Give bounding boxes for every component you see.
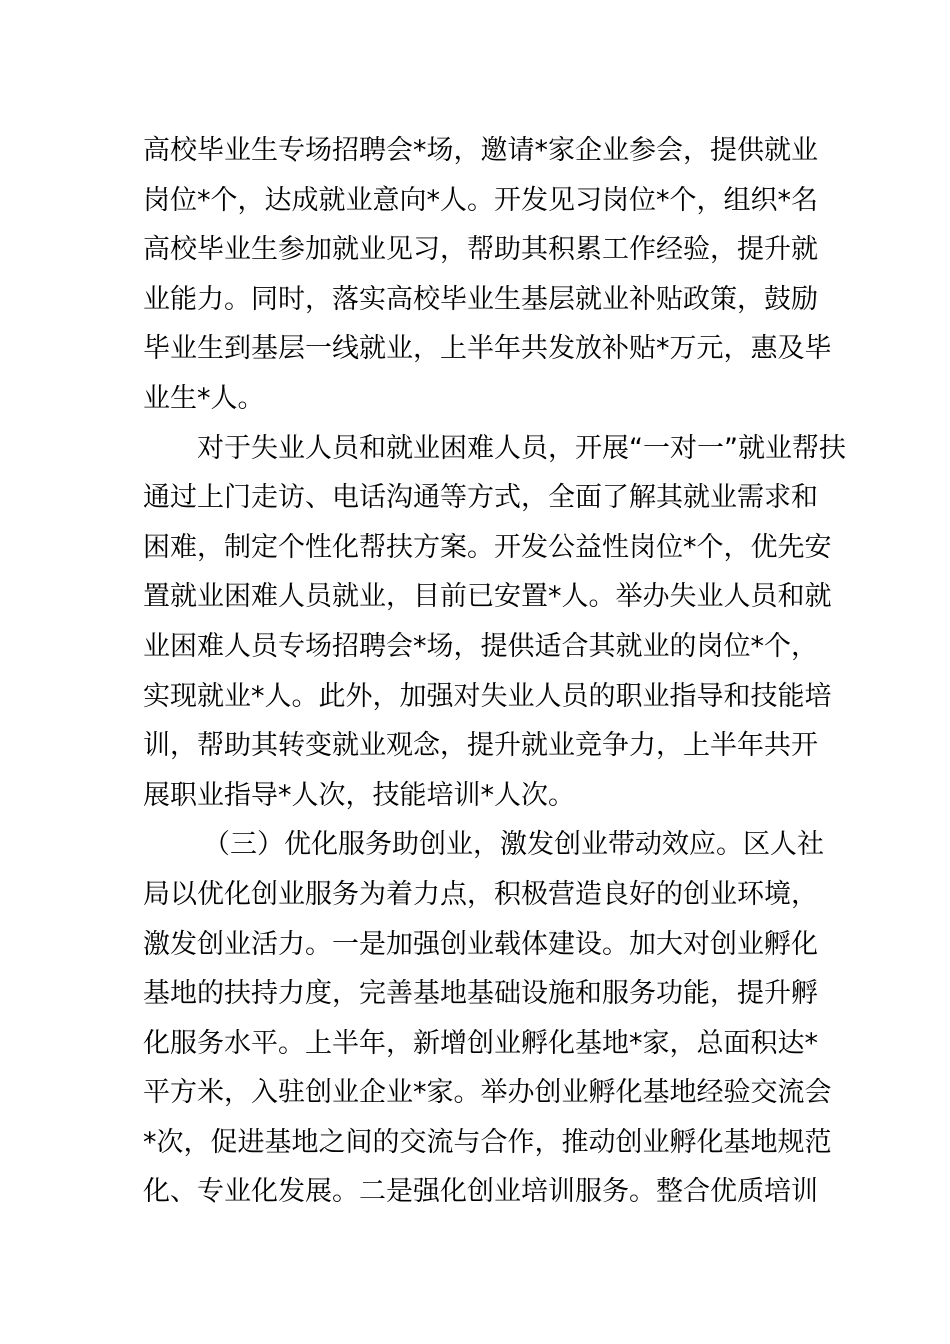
body-text — [143, 126, 846, 1217]
text-line: 业困难人员专场招聘会*场，提供适合其就业的岗位*个， — [143, 630, 818, 662]
text-line: 业能力。同时，落实高校毕业生基层就业补贴政策，鼓励 — [143, 283, 818, 315]
text-line: 业生*人。 — [143, 382, 265, 414]
text-line: 困难，制定个性化帮扶方案。开发公益性岗位*个，优先安 — [143, 531, 832, 563]
text-line: 高校毕业生专场招聘会*场，邀请*家企业参会，提供就业 — [143, 135, 818, 166]
text-line: 基地的扶持力度，完善基地基础设施和服务功能，提升孵 — [143, 978, 818, 1010]
text-line: *次，促进基地之间的交流与合作，推动创业孵化基地规范 — [143, 1126, 832, 1158]
text-line: 置就业困难人员就业，目前已安置*人。举办失业人员和就 — [143, 581, 832, 613]
text-line: 高校毕业生参加就业见习，帮助其积累工作经验，提升就 — [143, 234, 818, 266]
text-line: 化服务水平。上半年，新增创业孵化基地*家，总面积达* — [143, 1027, 818, 1059]
text-line: 实现就业*人。此外，加强对失业人员的职业指导和技能培 — [143, 680, 832, 712]
paragraph-start-line: 对于失业人员和就业困难人员，开展“一对一”就业帮扶 — [197, 432, 846, 464]
text-line: 岗位*个，达成就业意向*人。开发见习岗位*个，组织*名 — [143, 184, 818, 216]
text-line: 平方米，入驻创业企业*家。举办创业孵化基地经验交流会 — [143, 1077, 832, 1109]
text-line: 通过上门走访、电话沟通等方式，全面了解其就业需求和 — [143, 482, 818, 514]
section-heading-line: （三）优化服务助创业，激发创业带动效应。区人社 — [203, 829, 824, 861]
text-line: 训，帮助其转变就业观念，提升就业竞争力，上半年共开 — [143, 730, 818, 762]
text-line: 毕业生到基层一线就业，上半年共发放补贴*万元，惠及毕 — [143, 333, 832, 365]
text-line: 激发创业活力。一是加强创业载体建设。加大对创业孵化 — [143, 928, 818, 960]
text-line: 局以优化创业服务为着力点，积极营造良好的创业环境， — [143, 878, 818, 910]
text-line: 展职业指导*人次，技能培训*人次。 — [143, 779, 575, 811]
text-line: 化、专业化发展。二是强化创业培训服务。整合优质培训 — [143, 1176, 818, 1208]
